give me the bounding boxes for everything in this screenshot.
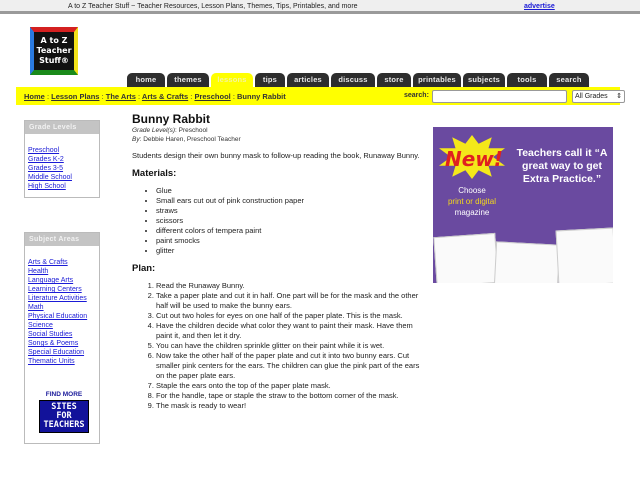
lesson-description: Students design their own bunny mask to follow-up reading the book, Runaway Bunny. xyxy=(132,151,420,160)
material-item: • paint smocks xyxy=(156,236,422,246)
plan-step: 9. The mask is ready to wear! xyxy=(156,401,422,411)
list-item xyxy=(28,312,99,321)
breadcrumb-separator: : xyxy=(138,92,141,101)
advertise-link[interactable]: advertise xyxy=(524,3,555,10)
breadcrumb-bar xyxy=(16,87,620,105)
subject-areas-box xyxy=(24,232,100,444)
plan-step: 5. You can have the children sprinkle glitter on their paint while it is wet. xyxy=(156,341,422,351)
breadcrumb-separator: : xyxy=(232,92,235,101)
ad-choose-highlight: print or digital xyxy=(447,197,497,206)
breadcrumb-current: Bunny Rabbit xyxy=(237,92,286,101)
find-more-sites[interactable] xyxy=(39,391,89,433)
sidebar-subject-link[interactable]: Songs & Poems xyxy=(28,340,79,347)
plan-step: 6. Now take the other half of the paper plate and cut it into two bunny ears. Cut smaller pink centers for the ears. The children can glue the pink part of the ears on the paper plate ears. xyxy=(156,351,422,381)
plan-heading: Plan: xyxy=(132,263,156,274)
site-tagline: A to Z Teacher Stuff ~ Teacher Resources, Lesson Plans, Themes, Tips, Printables, and more xyxy=(68,3,358,10)
tab-store[interactable]: store xyxy=(377,73,411,87)
list-item xyxy=(28,173,99,182)
list-item xyxy=(28,348,99,357)
sidebar-subject-link[interactable]: Health xyxy=(28,268,49,275)
sidebar-subject-link[interactable]: Learning Centers xyxy=(28,286,82,293)
search-input[interactable] xyxy=(432,90,567,103)
sidebar-subject-link[interactable]: Arts & Crafts xyxy=(28,259,68,266)
sidebar-grade-link[interactable]: Preschool xyxy=(28,147,60,154)
plan-step: 2. Take a paper plate and cut it in half. One part will be for the mask and the other half will be used to make the bunny ears. xyxy=(156,291,422,311)
breadcrumb-separator: : xyxy=(46,92,50,101)
worksheet-images xyxy=(433,227,613,283)
ad-new-label: New! xyxy=(445,147,503,171)
ad-choose-line-1: Choose xyxy=(458,186,486,195)
list-item xyxy=(28,303,99,312)
breadcrumb-arts-crafts[interactable]: Arts & Crafts xyxy=(141,92,189,101)
plan-step: 4. Have the children decide what color they want to paint their mask. Have them paint it, and then let it dry. xyxy=(156,321,422,341)
grade-levels-box xyxy=(24,120,100,198)
grade-levels-header: Grade Levels xyxy=(25,121,99,134)
list-item xyxy=(28,285,99,294)
sidebar-grade-link[interactable]: Middle School xyxy=(28,174,72,181)
sidebar-subject-link[interactable]: Language Arts xyxy=(28,277,74,284)
list-item xyxy=(28,330,99,339)
sidebar-grade-link[interactable]: Grades 3-5 xyxy=(28,165,64,172)
list-item xyxy=(28,321,99,330)
sidebar-subject-link[interactable]: Science xyxy=(28,322,53,329)
materials-heading: Materials: xyxy=(132,168,177,179)
grade-select[interactable] xyxy=(572,90,625,103)
breadcrumb-home[interactable]: Home xyxy=(24,92,45,101)
ad-choose-text xyxy=(437,185,507,218)
sidebar-subject-link[interactable]: Literature Activities xyxy=(28,295,87,302)
list-item xyxy=(28,294,99,303)
plan-step: 8. For the handle, tape or staple the straw to the bottom corner of the mask. xyxy=(156,391,422,401)
list-item xyxy=(28,164,99,173)
list-item xyxy=(28,155,99,164)
tab-printables[interactable]: printables xyxy=(413,73,461,87)
breadcrumb-separator: : xyxy=(190,92,193,101)
breadcrumb-separator: : xyxy=(101,92,104,101)
subject-areas-header: Subject Areas xyxy=(25,233,99,246)
tab-tools[interactable]: tools xyxy=(507,73,547,87)
list-item xyxy=(28,357,99,366)
sidebar-subject-link[interactable]: Special Education xyxy=(28,349,85,356)
logo-line-3: Stuff® xyxy=(39,56,69,65)
search-label: search: xyxy=(404,92,429,99)
sidebar-grade-link[interactable]: Grades K-2 xyxy=(28,156,64,163)
breadcrumb-lesson-plans[interactable]: Lesson Plans xyxy=(51,92,100,101)
grade-value: : Preschool xyxy=(175,127,208,134)
badge-line-1: SITES FOR xyxy=(51,402,77,421)
grade-levels-list xyxy=(25,134,99,191)
list-item xyxy=(28,267,99,276)
breadcrumb-the-arts[interactable]: The Arts xyxy=(105,92,136,101)
find-more-label: FIND MORE xyxy=(45,391,83,398)
ad-quote: Teachers call it “A great way to get Extra Practice.” xyxy=(516,147,608,185)
author-value: : Debbie Haren, Preschool Teacher xyxy=(139,136,241,143)
list-item xyxy=(28,258,99,267)
worksheet-image xyxy=(494,241,560,283)
list-item xyxy=(28,339,99,348)
material-item: • scissors xyxy=(156,216,422,226)
sidebar-subject-link[interactable]: Math xyxy=(28,304,44,311)
sidebar-subject-link[interactable]: Thematic Units xyxy=(28,358,75,365)
material-item: • Glue xyxy=(156,186,422,196)
list-item xyxy=(28,276,99,285)
plan-list xyxy=(132,281,422,411)
lesson-author xyxy=(132,135,422,144)
material-item: • different colors of tempera paint xyxy=(156,226,422,236)
material-item: • glitter xyxy=(156,246,422,256)
worksheet-image xyxy=(556,228,613,283)
tab-themes[interactable]: themes xyxy=(167,73,209,87)
worksheet-image xyxy=(433,233,498,283)
plan-step: 1. Read the Runaway Bunny. xyxy=(156,281,422,291)
tab-subjects[interactable]: subjects xyxy=(463,73,505,87)
tab-search[interactable]: search xyxy=(549,73,589,87)
material-item: • straws xyxy=(156,206,422,216)
ad-choose-line-3: magazine xyxy=(454,208,490,217)
sidebar-subject-link[interactable]: Physical Education xyxy=(28,313,88,320)
breadcrumb-preschool[interactable]: Preschool xyxy=(194,92,231,101)
grade-label: Grade Level(s) xyxy=(132,127,175,134)
badge-line-2: TEACHERS xyxy=(43,420,85,430)
list-item xyxy=(28,146,99,155)
sidebar-grade-link[interactable]: High School xyxy=(28,183,66,190)
tab-tips[interactable]: tips xyxy=(255,73,285,87)
plan-step: 3. Cut out two holes for eyes on one half of the paper plate. This is the mask. xyxy=(156,311,422,321)
sidebar-subject-link[interactable]: Social Studies xyxy=(28,331,73,338)
lesson-content xyxy=(132,112,422,411)
breadcrumb xyxy=(24,92,286,101)
main-nav-tabs xyxy=(127,73,589,87)
list-item xyxy=(28,182,99,191)
select-arrows-icon: ⇕ xyxy=(616,93,622,100)
material-item: • Small ears cut out of pink construction paper xyxy=(156,196,422,206)
plan-step: 7. Staple the ears onto the top of the paper plate mask. xyxy=(156,381,422,391)
lesson-title: Bunny Rabbit xyxy=(132,112,210,126)
tab-lessons[interactable]: lessons xyxy=(211,73,253,87)
sites-for-teachers-badge[interactable] xyxy=(39,400,89,433)
logo-line-2: Teacher xyxy=(36,46,72,55)
top-bar xyxy=(0,0,640,14)
tab-discuss[interactable]: discuss xyxy=(331,73,375,87)
magazine-advertisement[interactable] xyxy=(433,127,613,283)
materials-list xyxy=(132,186,422,256)
lesson-grade xyxy=(132,126,422,135)
grade-select-value: All Grades xyxy=(575,93,608,100)
tab-articles[interactable]: articles xyxy=(287,73,329,87)
author-label: By xyxy=(132,136,140,143)
logo-line-1: A to Z xyxy=(40,36,68,45)
site-logo[interactable] xyxy=(30,27,78,75)
subject-areas-list xyxy=(25,246,99,366)
tab-home[interactable]: home xyxy=(127,73,165,87)
